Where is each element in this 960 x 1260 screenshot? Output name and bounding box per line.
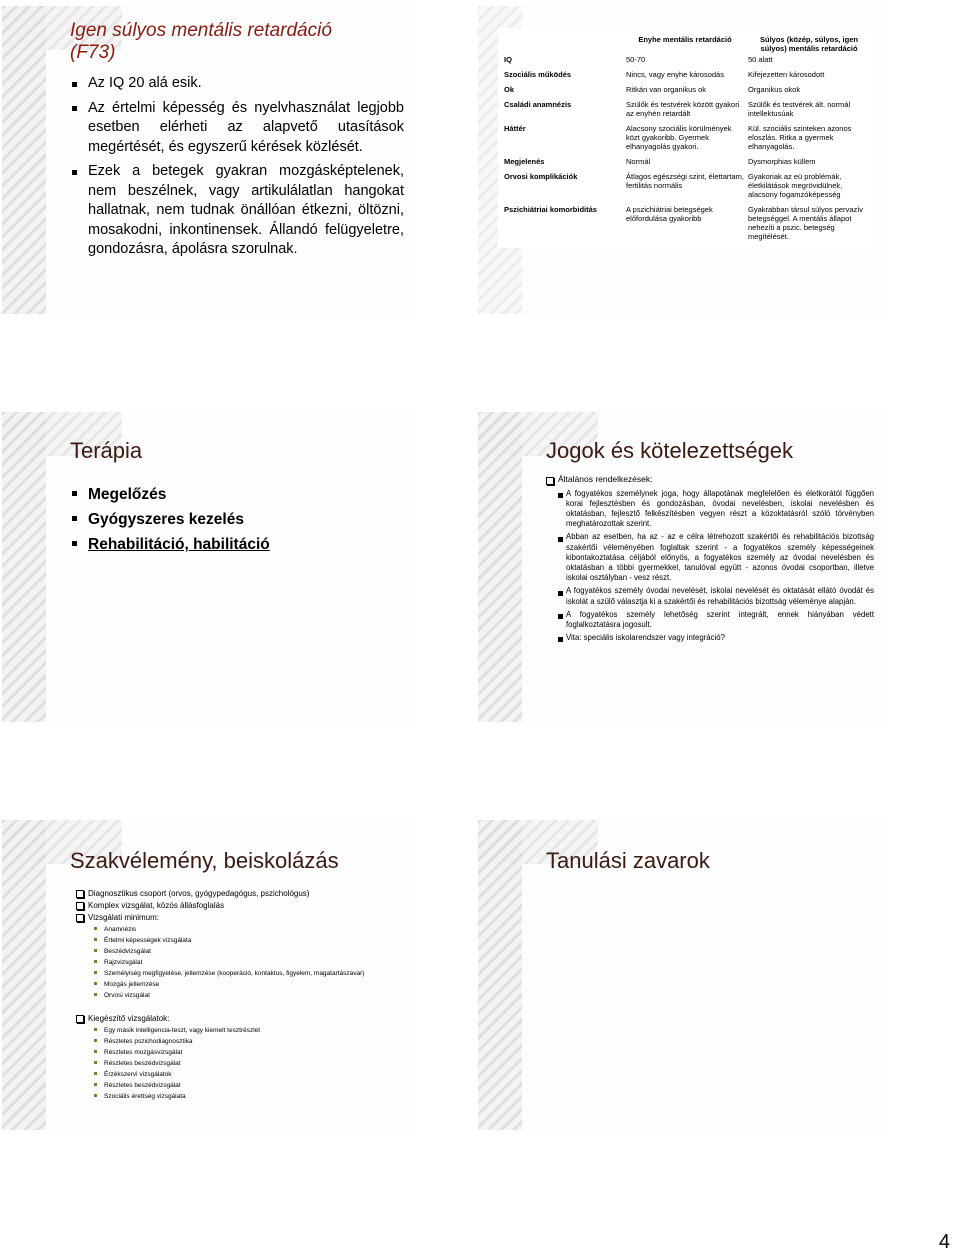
slide-title: Szakvélemény, beiskolázás (70, 848, 339, 873)
bullet-list (556, 489, 874, 644)
column-header-severe: Súlyos (közép, súlyos, igen súlyos) mentális retardáció (760, 35, 858, 53)
list-item: Szociális érettség vizsgálata (94, 1091, 412, 1102)
list-item: Diagnosztikus csoport (orvos, gyógypedagógus, pszichológus) (76, 888, 412, 900)
slide-1 (2, 6, 412, 314)
table-row: Háttér Alacsony szociális körülmények közt gyakoribb. Gyermek elhanyagolás gyakori. Kül. szociális szinteken azonos eloszlás. Ritka a gyermek elhanyagolás. (504, 124, 852, 151)
list-item: Részletes mozgásvizsgálat (94, 1047, 412, 1058)
list-item: A fogyatékos személy lehetőség szerint integrált, ennek hiányában védett foglalkoztatásra jogosult. (556, 610, 874, 630)
table-row: IQ 50-70 50 alatt (504, 55, 773, 64)
slide-title: Igen súlyos mentális retardáció (F73) (70, 20, 332, 63)
bullet-list (70, 482, 412, 557)
list-item: Gyógyszeres kezelés (70, 507, 412, 532)
list-item: Mozgás jellemzése (94, 979, 412, 990)
list-item: Részletes pszichodiagnosztika (94, 1036, 412, 1047)
table-row: Pszichiátriai komorbiditás A pszichiátriai betegségek előfordulása gyakoribb Gyakrabban társul súlyos pervazív betegséggel. A mentális állapot nehezíti a pszic. betegség megítélését. (504, 205, 864, 241)
slide-title: Terápia (70, 438, 143, 463)
slide-3 (2, 412, 412, 722)
table-row: Ok Ritkán van organikus ok Organikus okok (504, 85, 801, 94)
bullet-list (70, 74, 404, 260)
list-item: A fogyatékos személynek joga, hogy állapotának megfelelően és életkorától függően korai fejlesztésben és gondozásban, óvodai nevelésben, iskolai nevelésben és oktatásban, fejlesztő felkészítésben vegyen részt a közoktatásról szóló törvényben meghatározottak szerint. (556, 489, 874, 530)
slide-6 (478, 820, 888, 1130)
column-header-mild: Enyhe mentális retardáció (638, 35, 732, 44)
extra-list (70, 1025, 412, 1102)
slide-2 (478, 6, 888, 314)
table-row: Családi anamnézis Szülők és testvérek között gyakori az enyhén retardált Szülők és testvérek ált. normál intellektusúak (504, 100, 851, 118)
list-item: Rajzvizsgálat (94, 957, 412, 968)
list-item: Az IQ 20 alá esik. (70, 74, 404, 94)
list-item: Személyiség megfigyelése, jellemzése (kooperáció, kontaktus, figyelem, magatartászavar) (94, 968, 412, 979)
list-item: Részletes beszédvizsgálat (94, 1080, 412, 1091)
list-item: Vita: speciális iskolarendszer vagy integráció? (556, 633, 874, 643)
table-row: Orvosi komplikációk Átlagos egészségi szint, élettartam, fertilitás normális Gyakoriak az eü problémák, életkilátások megrövidülnek, alacsony fogamzóképesség (504, 172, 843, 199)
table-row: Megjelenés Normál Dysmorphias küllem (504, 157, 816, 166)
item-list (76, 888, 412, 924)
list-item: A fogyatékos személy óvodai nevelését, iskolai nevelését és oktatását ellátó óvodát és iskolát a szülő választja ki a szakértői és rehabilitációs bizottság véleménye alapján. (556, 586, 874, 606)
list-item: Vizsgálati minimum: (76, 912, 412, 924)
list-item: Orvosi vizsgálat (94, 990, 412, 1001)
minimum-list (70, 924, 412, 1001)
slide-4 (478, 412, 888, 722)
page-number: 4 (938, 1231, 950, 1253)
list-item: Értelmi képességek vizsgálata (94, 935, 412, 946)
list-item: Egy másik intelligencia-teszt, vagy kiemelt tesztrészlet (94, 1025, 412, 1036)
table-row: Szociális működés Nincs, vagy enyhe károsodás Kifejezetten károsodott (504, 70, 825, 79)
list-item: Anamnézis (94, 924, 412, 935)
list-item: Megelőzés (70, 482, 412, 507)
slide-title: Tanulási zavarok (546, 848, 710, 873)
list-item: Részletes beszédvizsgálat (94, 1058, 412, 1069)
slide-5 (2, 820, 412, 1130)
list-item: Beszédvizsgálat (94, 946, 412, 957)
list-item: Kiegészítő vizsgálatok: (76, 1013, 412, 1025)
lead-list (546, 474, 876, 485)
comparison-table (502, 34, 872, 242)
slide-title: Jogok és kötelezettségek (546, 438, 794, 463)
list-item: Rehabilitáció, habilitáció (70, 532, 412, 557)
list-item: Ezek a betegek gyakran mozgásképtelenek, nem beszélnek, vagy artikulálatlan hangokat hallatnak, nem tudnak önállóan étkezni, öltözni, mosakodni, inkontinensek. Állandó felügyeletre, gondozásra, ápolásra szorulnak. (70, 162, 404, 260)
list-item: Általános rendelkezések: (546, 474, 876, 485)
list-item: Az értelmi képesség és nyelvhasználat legjobb esetben elérheti az alapvető utasítások megértését, és egyszerű kérések közlését. (70, 99, 404, 158)
list-item: Komplex vizsgálat, közös állásfoglalás (76, 900, 412, 912)
list-item: Érzékszervi vizsgálatok (94, 1069, 412, 1080)
extra-list-title (76, 1013, 412, 1025)
list-item: Abban az esetben, ha az - az e célra létrehozott szakértői és rehabilitációs bizottság szakértői véleményében foglaltak szerint - a fogyatékos személy képességeinek kibontakoztatása céljából előnyös, a fogyatékos személy az óvodai nevelésben és oktatásban a többi gyermekkel, tanulóval együtt - azonos óvodai csoportban, illetve iskolai osztályban - vesz részt. (556, 532, 874, 583)
